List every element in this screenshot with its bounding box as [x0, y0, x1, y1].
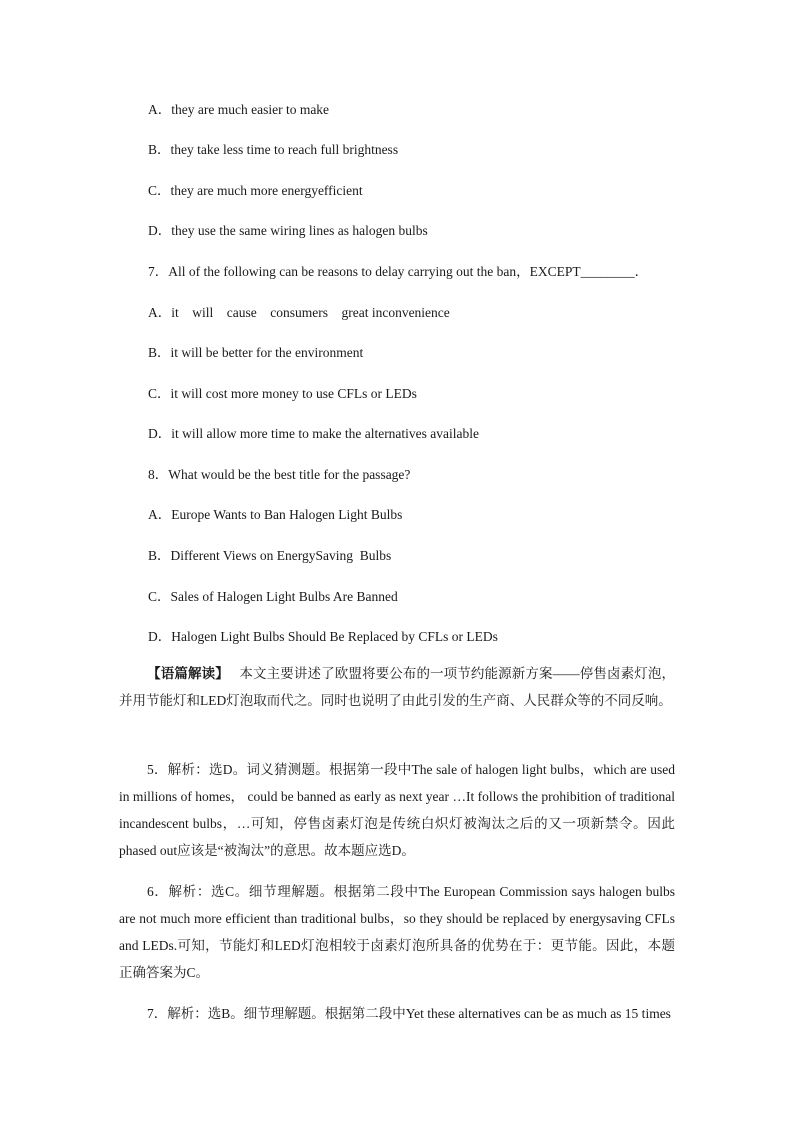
q8-option-b: B．Different Views on EnergySaving Bulbs: [148, 548, 392, 563]
q7-option-a: A．it will cause consumers great inconvenience: [148, 305, 450, 320]
q6-option-a: A．they are much easier to make: [148, 102, 330, 117]
q6-option-d: D．they use the same wiring lines as halogen bulbs: [148, 223, 428, 238]
q8-option-d: D．Halogen Light Bulbs Should Be Replaced by CFLs or LEDs: [148, 629, 498, 644]
q7-option-c: C．it will cost more money to use CFLs or LEDs: [148, 386, 417, 401]
q6-option-b: B．they take less time to reach full brightness: [148, 142, 399, 157]
analysis-label: 【语篇解读】: [147, 666, 229, 681]
q8-option-a: A．Europe Wants to Ban Halogen Light Bulbs: [148, 507, 403, 522]
q8-stem: 8．What would be the best title for the passage?: [148, 467, 411, 482]
q7-option-b: B．it will be better for the environment: [148, 345, 364, 360]
explanation-5: 5．解析：选D。词义猜测题。根据第一段中The sale of halogen light bulbs，which are used in millions of homes， could be banned as early as next year …It follows the prohibition of traditional incandescent bulbs，…可知，停售卤素灯泡是传统白炽灯被淘汰之后的又一项新禁令。因此phased out应该是“被淘汰”的意思。故本题应选D。: [119, 762, 675, 858]
q6-option-c: C．they are much more energyefficient: [148, 183, 363, 198]
q8-option-c: C．Sales of Halogen Light Bulbs Are Banned: [148, 589, 398, 604]
analysis-text: 本文主要讲述了欧盟将要公布的一项节约能源新方案——停售卤素灯泡，并用节能灯和LED灯泡取而代之。同时也说明了由此引发的生产商、人民群众等的不同反响。: [119, 666, 676, 708]
passage-analysis: [119, 660, 675, 714]
q7-stem: 7．All of the following can be reasons to delay carrying out the ban，EXCEPT________．: [148, 264, 649, 279]
explanation-6: 6．解析：选C。细节理解题。根据第二段中The European Commission says halogen bulbs are not much more efficient than traditional bulbs，so they should be replaced by energysaving CFLs and LEDs.可知，节能灯和LED灯泡相较于卤素灯泡所具备的优势在于：更节能。因此，本题正确答案为C。: [119, 884, 675, 980]
explanation-7: 7．解析：选B。细节理解题。根据第二段中Yet these alternatives can be as much as 15 times: [147, 1006, 671, 1021]
q7-option-d: D．it will allow more time to make the alternatives available: [148, 426, 480, 441]
